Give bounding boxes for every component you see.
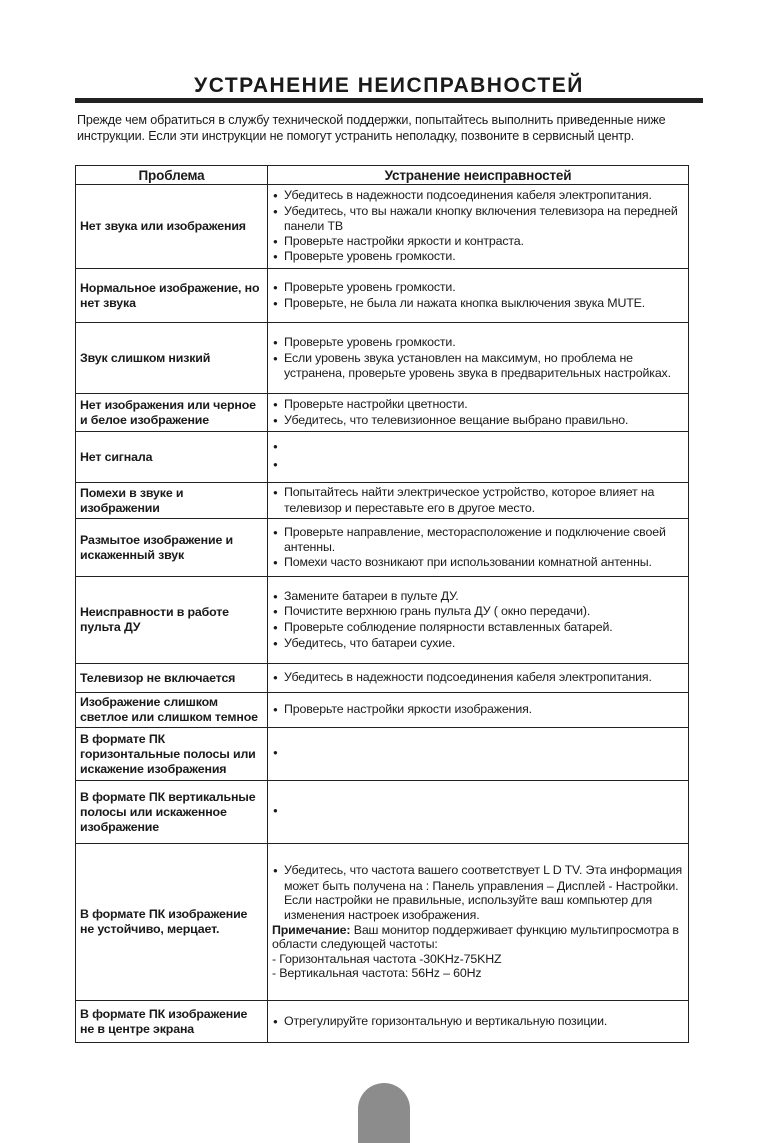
page-number-tab <box>358 1083 410 1143</box>
solution-item <box>272 604 684 620</box>
solution-text: Попытайтесь найти электрическое устройство, которое влияет на телевизор и переставьте его в другое место. <box>284 485 655 515</box>
solution-item <box>272 249 684 265</box>
table-row <box>76 1001 689 1043</box>
table-row <box>76 269 689 323</box>
solution-item <box>272 636 684 652</box>
solution-item <box>272 234 684 250</box>
troubleshooting-table <box>75 165 689 1043</box>
solution-text: Убедитесь, что вы нажали кнопку включения телевизора на передней панели ТВ <box>284 203 678 234</box>
solution-item <box>272 670 684 686</box>
solution-text: Убедитесь, что батареи сухие. <box>284 635 456 650</box>
problem-cell: Нормальное изображение, но нет звука <box>76 269 268 323</box>
solution-item <box>272 620 684 636</box>
note <box>272 923 684 952</box>
solution-cell <box>268 185 689 269</box>
note-label: Примечание: <box>272 922 351 937</box>
solution-text: Проверьте направление, месторасположение и подключение своей антенны. <box>284 524 666 555</box>
solution-text: Проверьте настройки яркости и контраста. <box>284 233 524 248</box>
solution-item <box>272 702 684 718</box>
header-problem: Проблема <box>76 166 268 185</box>
solution-text: Проверьте настройки яркости изображения. <box>284 702 532 717</box>
solution-cell <box>268 577 689 664</box>
solution-cell <box>268 519 689 577</box>
solution-cell <box>268 323 689 394</box>
problem-cell: Размытое изображение и искаженный звук <box>76 519 268 577</box>
table-row <box>76 519 689 577</box>
solution-item <box>272 589 684 605</box>
solution-text: Убедитесь, что частота вашего соответствует L D TV. Эта информация может быть получена на : Панель управления – Дисплей - Настройки. Если настройки не правильные, используйте ваш компьютер для изменения настроек изображения. <box>284 863 683 922</box>
solution-item <box>272 803 684 821</box>
title-rule <box>75 98 703 103</box>
table-row <box>76 693 689 728</box>
solution-item <box>272 863 684 922</box>
solution-item <box>272 188 684 204</box>
problem-cell: В формате ПК изображение не в центре экрана <box>76 1001 268 1043</box>
solution-item <box>272 397 684 413</box>
note-line: - Вертикальная частота: 56Hz – 60Hz <box>272 966 482 981</box>
problem-cell: Телевизор не включается <box>76 664 268 693</box>
solution-text: Убедитесь в надежности подсоединения кабеля электропитания. <box>284 188 652 203</box>
solution-cell <box>268 269 689 323</box>
problem-cell: Нет изображения или черное и белое изображение <box>76 394 268 432</box>
intro-text: Прежде чем обратиться в службу технической поддержки, попытайтесь выполнить приведенные ниже инструкции. Если эти инструкции не помогут устранить неполадку, позвоните в сервисный центр. <box>77 113 666 143</box>
table-row <box>76 394 689 432</box>
problem-cell: Изображение слишком светлое или слишком темное <box>76 693 268 728</box>
solution-cell <box>268 664 689 693</box>
solution-item <box>272 439 684 457</box>
solution-text: Помехи часто возникают при использовании комнатной антенны. <box>284 554 652 569</box>
table-row <box>76 728 689 781</box>
solution-item <box>272 555 684 571</box>
solution-cell <box>268 394 689 432</box>
table-row <box>76 483 689 519</box>
solution-item <box>272 525 684 555</box>
solution-cell <box>268 781 689 844</box>
table-row <box>76 323 689 394</box>
solution-text: Убедитесь, что телевизионное вещание выбрано правильно. <box>284 412 629 427</box>
solution-item <box>272 335 684 351</box>
solution-item <box>272 351 684 381</box>
problem-cell: Звук слишком низкий <box>76 323 268 394</box>
table-row <box>76 664 689 693</box>
table-row <box>76 185 689 269</box>
header-solution: Устранение неисправностей <box>268 166 689 185</box>
solution-text: Убедитесь в надежности подсоединения кабеля электропитания. <box>284 670 652 685</box>
solution-text: Проверьте уровень громкости. <box>284 249 456 264</box>
solution-cell <box>268 844 689 1001</box>
solution-item <box>272 457 684 475</box>
problem-cell: Неисправности в работе пульта ДУ <box>76 577 268 664</box>
table-header <box>76 166 689 185</box>
solution-item <box>272 485 684 515</box>
solution-cell <box>268 1001 689 1043</box>
solution-cell <box>268 432 689 483</box>
problem-cell: В формате ПК вертикальные полосы или искаженное изображение <box>76 781 268 844</box>
solution-text: Отрегулируйте горизонтальную и вертикальную позиции. <box>284 1013 608 1028</box>
problem-cell: В формате ПК изображение не устойчиво, мерцает. <box>76 844 268 1001</box>
note-line: - Горизонтальная частота -30KHz-75KHZ <box>272 951 502 966</box>
solution-text: Почистите верхнюю грань пульта ДУ ( окно передачи). <box>284 604 591 619</box>
note-text: Ваш монитор поддерживает функцию мультипросмотра в области следующей частоты: <box>272 922 679 952</box>
solution-item <box>272 280 684 296</box>
solution-item <box>272 204 684 234</box>
table-row <box>76 844 689 1001</box>
solution-text: Если уровень звука установлен на максимум, но проблема не устранена, проверьте уровень звука в предварительных настройках. <box>284 350 671 381</box>
page-title: УСТРАНЕНИЕ НЕИСПРАВНОСТЕЙ <box>194 74 584 97</box>
solution-text: Проверьте соблюдение полярности вставленных батарей. <box>284 620 613 634</box>
solution-text: Проверьте уровень громкости. <box>284 279 456 294</box>
solution-cell <box>268 728 689 781</box>
table-row <box>76 432 689 483</box>
table-row <box>76 781 689 844</box>
solution-item <box>272 296 684 312</box>
solution-item <box>272 413 684 429</box>
solution-text: Замените батареи в пульте ДУ. <box>284 588 459 603</box>
problem-cell: В формате ПК горизонтальные полосы или искажение изображения <box>76 728 268 781</box>
solution-cell <box>268 693 689 728</box>
solution-text: Проверьте настройки цветности. <box>284 396 468 411</box>
problem-cell: Нет сигнала <box>76 432 268 483</box>
solution-text: Проверьте уровень громкости. <box>284 335 456 350</box>
solution-item <box>272 745 684 763</box>
solution-cell <box>268 483 689 519</box>
solution-text: Проверьте, не была ли нажата кнопка выключения звука MUTE. <box>284 295 646 310</box>
problem-cell: Нет звука или изображения <box>76 185 268 269</box>
solution-item <box>272 1014 684 1030</box>
problem-cell: Помехи в звуке и изображении <box>76 483 268 519</box>
table-row <box>76 577 689 664</box>
